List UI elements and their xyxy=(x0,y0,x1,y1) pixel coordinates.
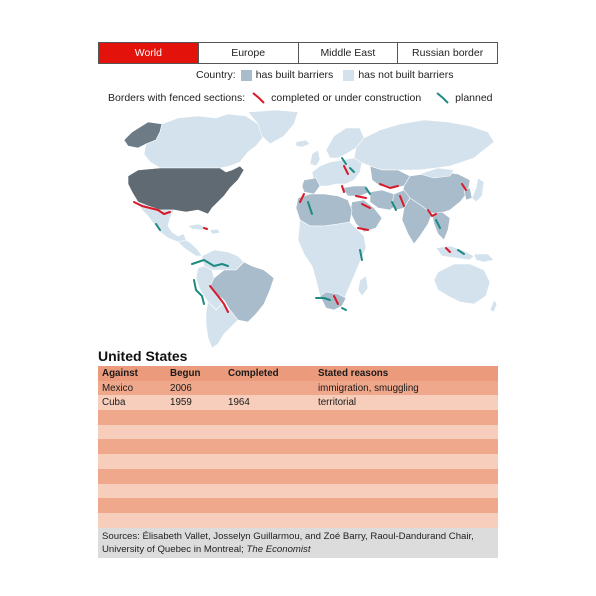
table-row xyxy=(98,513,498,528)
cell-against: Mexico xyxy=(102,382,134,394)
table-row xyxy=(98,469,498,484)
country-north-africa[interactable] xyxy=(296,194,352,226)
country-new-guinea[interactable] xyxy=(474,254,494,262)
country-new-zealand[interactable] xyxy=(490,300,497,312)
country-legend xyxy=(196,69,453,81)
selected-country-title: United States xyxy=(98,348,188,364)
world-map xyxy=(98,110,498,350)
table-row xyxy=(98,454,498,469)
sources-note xyxy=(98,528,498,558)
table-row xyxy=(98,381,498,396)
table-row xyxy=(98,395,498,410)
sources-italic: The Economist xyxy=(246,543,311,555)
planned-line-icon xyxy=(435,91,451,105)
country-legend-label: Country: xyxy=(196,69,236,81)
planned-label: planned xyxy=(455,92,493,104)
table-row xyxy=(98,410,498,425)
built-label: has built barriers xyxy=(255,69,334,81)
header-stated-reasons: Stated reasons xyxy=(318,367,389,379)
border-cuba-guantanamo[interactable] xyxy=(204,228,207,229)
tab-middle-east[interactable]: Middle East xyxy=(299,43,399,63)
sources-text: Sources: Élisabeth Vallet, Josselyn Guillarmou, and Zoé Barry, Raoul-Dandurand Chair, University of Quebec in Montreal; xyxy=(102,531,474,555)
table-row xyxy=(98,425,498,440)
country-hispaniola[interactable] xyxy=(210,229,220,234)
built-swatch xyxy=(241,70,252,81)
table-row xyxy=(98,498,498,513)
borders-legend-label: Borders with fenced sections: xyxy=(108,92,246,104)
country-uk[interactable] xyxy=(310,150,320,166)
country-venezuela[interactable] xyxy=(202,250,244,270)
header-completed: Completed xyxy=(228,367,279,379)
table-body xyxy=(98,381,498,528)
table-header xyxy=(98,366,498,381)
world-map-svg xyxy=(98,110,498,350)
completed-line-icon xyxy=(251,91,267,105)
header-begun: Begun xyxy=(170,367,201,379)
country-australia[interactable] xyxy=(434,264,490,304)
country-iceland[interactable] xyxy=(296,140,310,147)
planned-border-mozambique[interactable] xyxy=(342,308,346,310)
country-indonesia[interactable] xyxy=(436,246,474,260)
not-built-swatch xyxy=(343,70,354,81)
borders-legend xyxy=(108,91,493,105)
completed-label: completed or under construction xyxy=(271,92,422,104)
cell-completed: 1964 xyxy=(228,397,250,409)
country-central-america[interactable] xyxy=(178,240,202,256)
tab-world[interactable]: World xyxy=(99,43,199,63)
country-madagascar[interactable] xyxy=(358,276,368,296)
table-row xyxy=(98,439,498,454)
country-spain[interactable] xyxy=(302,178,320,194)
tab-europe[interactable]: Europe xyxy=(199,43,299,63)
cell-stated-reasons: immigration, smuggling xyxy=(318,382,419,394)
tab-russian-border[interactable]: Russian border xyxy=(398,43,497,63)
country-southeast-asia[interactable] xyxy=(432,212,450,240)
header-against: Against xyxy=(102,367,138,379)
table-row xyxy=(98,484,498,499)
country-russia[interactable] xyxy=(354,120,494,170)
cell-begun: 2006 xyxy=(170,382,192,394)
country-canada[interactable] xyxy=(144,114,264,168)
barrier-table xyxy=(98,366,498,528)
border-turkey-syria[interactable] xyxy=(356,196,366,198)
not-built-label: has not built barriers xyxy=(358,69,454,81)
cell-stated-reasons: territorial xyxy=(318,397,357,409)
border-greece-turkey[interactable] xyxy=(342,186,344,192)
country-japan[interactable] xyxy=(472,178,484,202)
cell-against: Cuba xyxy=(102,397,126,409)
cell-begun: 1959 xyxy=(170,397,192,409)
region-tabs xyxy=(98,42,498,64)
